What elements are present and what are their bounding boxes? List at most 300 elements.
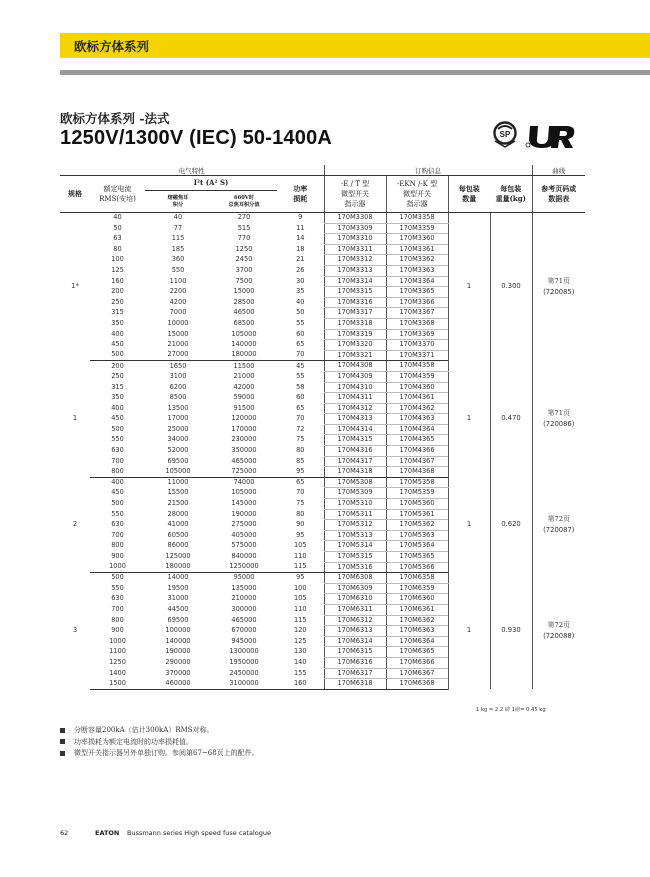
footnote: 微型开关指示器另外单独订购。参阅第67~68页上的配件。 xyxy=(60,748,259,760)
ekn-part-cell: 170M5365 xyxy=(386,552,448,563)
power-loss-cell: 105 xyxy=(293,541,307,550)
power-loss-cell: 72 xyxy=(296,424,305,433)
power-loss-cell: 110 xyxy=(293,604,307,613)
et-part-cell: 170M5314 xyxy=(324,541,386,552)
ekn-part-cell: 170M3363 xyxy=(386,265,448,276)
i2t-prearc-cell: 52000 xyxy=(167,446,189,455)
table-row xyxy=(60,213,585,224)
ekn-part-cell: 170M4367 xyxy=(386,456,448,467)
i2t-prearc-cell: 13500 xyxy=(167,403,189,412)
ekn-part-cell: 170M3364 xyxy=(386,276,448,287)
i2t-total-cell: 145000 xyxy=(231,499,257,508)
spec-table-body xyxy=(60,213,585,690)
i2t-total-cell: 770 xyxy=(237,234,251,243)
power-loss-cell: 155 xyxy=(293,668,307,677)
et-part-cell: 170M3313 xyxy=(324,265,386,276)
i2t-prearc-cell: 21500 xyxy=(167,499,189,508)
i2t-prearc-cell: 10000 xyxy=(167,318,189,327)
power-loss-cell: 115 xyxy=(293,615,307,624)
et-part-cell: 170M6311 xyxy=(324,604,386,615)
rated-current-cell: 1000 xyxy=(90,562,145,573)
i2t-prearc-cell: 34000 xyxy=(167,435,189,444)
power-loss-cell: 140 xyxy=(293,657,307,666)
power-loss-cell: 65 xyxy=(296,340,305,349)
i2t-prearc-cell: 8500 xyxy=(169,393,187,402)
ekn-part-cell: 170M4368 xyxy=(386,467,448,478)
ekn-part-cell: 170M4358 xyxy=(386,361,448,372)
power-loss-cell: 60 xyxy=(296,393,305,402)
i2t-prearc-cell: 185 xyxy=(171,244,185,253)
col-header-curve-ref: 参考页码或 数据表 xyxy=(532,176,585,213)
rated-current-cell: 630 xyxy=(111,594,124,603)
power-loss-cell: 115 xyxy=(277,562,324,573)
ekn-part-cell: 170M4362 xyxy=(386,403,448,414)
i2t-prearc-cell: 1650 xyxy=(169,361,187,370)
i2t-total-cell: 3700 xyxy=(235,265,253,274)
rated-current-cell: 250 xyxy=(111,371,124,380)
ekn-part-cell: 170M6366 xyxy=(386,657,448,668)
ekn-part-cell: 170M6363 xyxy=(386,626,448,637)
i2t-prearc-cell: 190000 xyxy=(165,647,191,656)
i2t-prearc-cell: 290000 xyxy=(165,657,191,666)
et-part-cell: 170M3308 xyxy=(324,213,386,224)
bullet-icon xyxy=(60,728,65,733)
i2t-prearc-cell: 19500 xyxy=(167,583,189,592)
power-loss-cell: 14 xyxy=(296,234,305,243)
power-loss-cell: 70 xyxy=(277,350,324,361)
rated-current-cell: 500 xyxy=(111,573,124,582)
i2t-total-cell: 300000 xyxy=(231,604,257,613)
size-cell: 1* xyxy=(71,282,79,291)
power-loss-cell: 70 xyxy=(296,414,305,423)
i2t-total-cell: 140000 xyxy=(231,340,257,349)
i2t-total-cell: 7500 xyxy=(235,276,253,285)
et-part-cell: 170M3314 xyxy=(324,276,386,287)
rated-current-cell: 200 xyxy=(111,287,124,296)
ekn-part-cell: 170M6365 xyxy=(386,647,448,658)
i2t-prearc-cell: 4200 xyxy=(169,297,187,306)
power-loss-cell: 21 xyxy=(296,255,305,264)
col-header-pack-weight: 每包装 重量(kg) xyxy=(490,176,532,213)
et-part-cell: 170M3315 xyxy=(324,287,386,298)
et-part-cell: 170M6310 xyxy=(324,594,386,605)
i2t-prearc-cell: 115 xyxy=(171,234,185,243)
et-part-cell: 170M3311 xyxy=(324,244,386,255)
et-part-cell: 170M6308 xyxy=(324,573,386,584)
rated-current-cell: 1500 xyxy=(90,679,145,690)
rated-current-cell: 800 xyxy=(111,615,124,624)
rated-current-cell: 500 xyxy=(90,350,145,361)
unit-conversion-note: 1 kg = 2.2 磅 1磅= 0.45 kg xyxy=(476,707,546,713)
power-loss-cell: 60 xyxy=(296,329,305,338)
i2t-prearc-cell: 86000 xyxy=(167,541,189,550)
et-part-cell: 170M3318 xyxy=(324,318,386,329)
pack-qty-cell: 1 xyxy=(448,213,490,361)
et-part-cell: 170M4311 xyxy=(324,393,386,404)
rated-current-cell: 450 xyxy=(111,488,124,497)
power-loss-cell: 130 xyxy=(293,647,307,656)
power-loss-cell: 80 xyxy=(296,446,305,455)
et-part-cell: 170M3312 xyxy=(324,255,386,266)
i2t-prearc-cell: 360 xyxy=(171,255,185,264)
rated-current-cell: 900 xyxy=(111,552,124,560)
power-loss-cell: 80 xyxy=(296,509,305,518)
power-loss-cell: 55 xyxy=(296,371,305,380)
et-part-cell: 170M6318 xyxy=(324,679,386,690)
ekn-part-cell: 170M4364 xyxy=(386,424,448,435)
et-part-cell: 170M4316 xyxy=(324,446,386,457)
power-loss-cell: 105 xyxy=(293,594,307,603)
ekn-part-cell: 170M5361 xyxy=(386,509,448,520)
i2t-total-cell: 74000 xyxy=(233,478,255,487)
rated-current-cell: 350 xyxy=(111,318,124,327)
i2t-total-cell: 170000 xyxy=(231,424,257,433)
rated-current-cell: 315 xyxy=(111,308,124,317)
i2t-total-cell: 275000 xyxy=(231,520,257,529)
power-loss-cell: 50 xyxy=(296,308,305,317)
et-part-cell: 170M3317 xyxy=(324,308,386,319)
ekn-part-cell: 170M3358 xyxy=(386,213,448,224)
power-loss-cell: 75 xyxy=(296,435,305,444)
et-part-cell: 170M4317 xyxy=(324,456,386,467)
i2t-prearc-cell: 40 xyxy=(173,213,183,222)
i2t-prearc-cell: 460000 xyxy=(145,679,211,690)
rated-current-cell: 50 xyxy=(113,223,122,232)
et-part-cell: 170M6316 xyxy=(324,657,386,668)
rated-current-cell: 200 xyxy=(111,361,124,370)
rated-current-cell: 500 xyxy=(111,499,124,508)
rated-current-cell: 700 xyxy=(111,604,124,613)
rated-current-cell: 700 xyxy=(111,530,124,539)
i2t-prearc-cell: 100000 xyxy=(165,626,191,635)
curve-ref-cell xyxy=(532,573,585,690)
i2t-total-cell: 725000 xyxy=(211,467,277,478)
i2t-total-cell: 11500 xyxy=(233,361,255,370)
i2t-prearc-cell: 14000 xyxy=(167,573,189,582)
rated-current-cell: 40 xyxy=(113,213,122,222)
et-part-cell: 170M5308 xyxy=(324,477,386,488)
i2t-total-cell: 515 xyxy=(237,223,251,232)
curve-datasheet-ref: (720088) xyxy=(543,631,575,640)
curve-page-ref: 第71页 xyxy=(547,276,570,285)
rated-current-cell: 450 xyxy=(111,414,124,423)
certification-logos xyxy=(488,120,588,150)
i2t-prearc-cell: 15000 xyxy=(167,329,189,338)
i2t-prearc-cell: 69500 xyxy=(167,615,189,624)
power-loss-cell: 85 xyxy=(296,456,305,465)
section-banner-title: 欧标方体系列 xyxy=(74,39,150,54)
et-part-cell: 170M3321 xyxy=(324,350,386,361)
size-cell: 2 xyxy=(72,520,78,529)
ekn-part-cell: 170M3362 xyxy=(386,255,448,266)
i2t-prearc-cell: 7000 xyxy=(169,308,187,317)
et-part-cell: 170M3316 xyxy=(324,297,386,308)
rated-current-cell: 63 xyxy=(113,234,122,243)
i2t-prearc-cell: 69500 xyxy=(167,456,189,465)
i2t-total-cell: 575000 xyxy=(231,541,257,550)
power-loss-cell: 95 xyxy=(296,530,305,539)
rated-current-cell: 400 xyxy=(111,329,124,338)
col-header-power-loss: 功率 损耗 xyxy=(277,176,324,213)
ekn-part-cell: 170M5358 xyxy=(386,477,448,488)
page-title: 1250V/1300V (IEC) 50-1400A xyxy=(60,127,333,149)
power-loss-cell: 160 xyxy=(277,679,324,690)
power-loss-cell: 9 xyxy=(298,213,303,222)
col-header-i2t: I²t (A² S) xyxy=(145,176,277,191)
et-part-cell: 170M6314 xyxy=(324,636,386,647)
i2t-total-cell: 15000 xyxy=(233,287,255,296)
ekn-part-cell: 170M4365 xyxy=(386,435,448,446)
col-header-i2t-prearc: 熔融焦耳 积分 xyxy=(145,191,211,213)
power-loss-cell: 18 xyxy=(296,244,305,253)
rated-current-cell: 800 xyxy=(111,541,124,550)
rated-current-cell: 900 xyxy=(111,626,124,635)
svg-text:SP: SP xyxy=(499,130,511,139)
curve-page-ref: 第72页 xyxy=(547,620,570,629)
i2t-total-cell: 135000 xyxy=(231,583,257,592)
footnote: 功率损耗为额定电流时的功率损耗值。 xyxy=(60,737,259,749)
pack-qty-cell: 1 xyxy=(448,477,490,572)
size-cell: 3 xyxy=(72,626,78,635)
curve-datasheet-ref: (720085) xyxy=(543,287,575,296)
i2t-total-cell: 465000 xyxy=(231,456,257,465)
pack-weight-cell: 0.930 xyxy=(490,573,532,690)
i2t-prearc-cell: 44500 xyxy=(167,604,189,613)
power-loss-cell: 110 xyxy=(293,552,307,560)
ekn-part-cell: 170M3359 xyxy=(386,223,448,234)
ekn-part-cell: 170M6358 xyxy=(386,573,448,584)
col-header-rated-current: 额定电流 RMS(安培) xyxy=(90,176,145,213)
i2t-total-cell: 28500 xyxy=(233,297,255,306)
et-part-cell: 170M6309 xyxy=(324,583,386,594)
power-loss-cell: 70 xyxy=(296,488,305,497)
ekn-part-cell: 170M5364 xyxy=(386,541,448,552)
pack-qty-cell: 1 xyxy=(448,361,490,478)
section-banner xyxy=(60,33,650,58)
curve-ref-cell xyxy=(532,361,585,478)
i2t-prearc-cell: 3100 xyxy=(169,371,187,380)
i2t-prearc-cell: 17000 xyxy=(167,414,189,423)
rated-current-cell: 250 xyxy=(111,297,124,306)
i2t-prearc-cell: 1100 xyxy=(169,276,187,285)
et-part-cell: 170M5313 xyxy=(324,530,386,541)
i2t-prearc-cell: 6200 xyxy=(169,382,187,391)
ekn-part-cell: 170M4366 xyxy=(386,446,448,457)
group-header-curve: 曲线 xyxy=(532,165,585,176)
i2t-total-cell: 180000 xyxy=(211,350,277,361)
et-part-cell: 170M3310 xyxy=(324,234,386,245)
rated-current-cell: 125 xyxy=(111,265,124,274)
pack-weight-cell: 0.620 xyxy=(490,477,532,572)
i2t-prearc-cell: 2200 xyxy=(169,287,187,296)
power-loss-cell: 40 xyxy=(296,297,305,306)
fuse-spec-table xyxy=(60,165,585,690)
et-part-cell: 170M4310 xyxy=(324,382,386,393)
power-loss-cell: 26 xyxy=(296,265,305,274)
power-loss-cell: 55 xyxy=(296,318,305,327)
ekn-part-cell: 170M3371 xyxy=(386,350,448,361)
ekn-part-cell: 170M3360 xyxy=(386,234,448,245)
ekn-part-cell: 170M6361 xyxy=(386,604,448,615)
i2t-total-cell: 210000 xyxy=(231,594,257,603)
footnotes xyxy=(60,725,259,760)
et-part-cell: 170M6317 xyxy=(324,668,386,679)
i2t-prearc-cell: 77 xyxy=(173,223,183,232)
i2t-total-cell: 59000 xyxy=(233,393,255,402)
power-loss-cell: 65 xyxy=(296,478,305,487)
i2t-prearc-cell: 28000 xyxy=(167,509,189,518)
ekn-part-cell: 170M5360 xyxy=(386,499,448,510)
i2t-prearc-cell: 15500 xyxy=(167,488,189,497)
i2t-total-cell: 840000 xyxy=(231,552,257,560)
ekn-part-cell: 170M4363 xyxy=(386,414,448,425)
i2t-prearc-cell: 21000 xyxy=(167,340,189,349)
i2t-total-cell: 46500 xyxy=(233,308,255,317)
rated-current-cell: 160 xyxy=(111,276,124,285)
i2t-prearc-cell: 550 xyxy=(171,265,185,274)
et-part-cell: 170M3320 xyxy=(324,340,386,351)
i2t-prearc-cell: 140000 xyxy=(165,636,191,645)
rated-current-cell: 400 xyxy=(111,403,124,412)
table-row xyxy=(60,573,585,584)
power-loss-cell: 120 xyxy=(293,626,307,635)
bullet-icon xyxy=(60,751,65,756)
i2t-total-cell: 95000 xyxy=(233,573,255,582)
et-part-cell: 170M4312 xyxy=(324,403,386,414)
size-cell: 1 xyxy=(72,414,78,423)
curve-ref-cell xyxy=(532,477,585,572)
et-part-cell: 170M3319 xyxy=(324,329,386,340)
csa-logo xyxy=(495,123,516,148)
i2t-prearc-cell: 60500 xyxy=(167,530,189,539)
i2t-total-cell: 1950000 xyxy=(229,657,259,666)
curve-page-ref: 第72页 xyxy=(547,515,570,524)
col-header-i2t-total: 660V时 总焦耳积分值 xyxy=(211,191,277,213)
et-part-cell: 170M4315 xyxy=(324,435,386,446)
rated-current-cell: 450 xyxy=(111,340,124,349)
et-part-cell: 170M5311 xyxy=(324,509,386,520)
et-part-cell: 170M6313 xyxy=(324,626,386,637)
et-part-cell: 170M5316 xyxy=(324,562,386,573)
group-header-electrical: 电气特性 xyxy=(60,165,324,176)
i2t-total-cell: 3100000 xyxy=(211,679,277,690)
i2t-total-cell: 120000 xyxy=(231,414,257,423)
power-loss-cell: 95 xyxy=(277,467,324,478)
power-loss-cell: 125 xyxy=(293,636,307,645)
footer-brand: EATON xyxy=(95,829,120,837)
i2t-total-cell: 1250000 xyxy=(211,562,277,573)
et-part-cell: 170M4318 xyxy=(324,467,386,478)
i2t-total-cell: 105000 xyxy=(231,329,257,338)
et-part-cell: 170M5312 xyxy=(324,520,386,531)
ekn-part-cell: 170M6362 xyxy=(386,615,448,626)
i2t-total-cell: 465000 xyxy=(231,615,257,624)
page-subtitle: 欧标方体系列 -法式 xyxy=(60,111,170,126)
power-loss-cell: 65 xyxy=(296,403,305,412)
ekn-part-cell: 170M4360 xyxy=(386,382,448,393)
ekn-part-cell: 170M5366 xyxy=(386,562,448,573)
table-row xyxy=(60,477,585,488)
i2t-total-cell: 1250 xyxy=(235,244,253,253)
rated-current-cell: 630 xyxy=(111,520,124,529)
col-header-et-indicator: -E / T 型 微型开关 指示器 xyxy=(324,176,386,213)
rated-current-cell: 550 xyxy=(111,435,124,444)
ekn-part-cell: 170M5359 xyxy=(386,488,448,499)
rated-current-cell: 1100 xyxy=(109,647,126,656)
i2t-total-cell: 945000 xyxy=(231,636,257,645)
curve-ref-cell xyxy=(532,213,585,361)
i2t-prearc-cell: 27000 xyxy=(145,350,211,361)
i2t-prearc-cell: 180000 xyxy=(145,562,211,573)
footer-catalogue: Bussmann series High speed fuse catalogue xyxy=(127,829,271,837)
ekn-part-cell: 170M6367 xyxy=(386,668,448,679)
curve-datasheet-ref: (720086) xyxy=(543,420,575,429)
i2t-total-cell: 105000 xyxy=(231,488,257,497)
i2t-total-cell: 68500 xyxy=(233,318,255,327)
i2t-total-cell: 405000 xyxy=(231,530,257,539)
curve-datasheet-ref: (720087) xyxy=(543,526,575,535)
i2t-total-cell: 350000 xyxy=(231,446,257,455)
power-loss-cell: 35 xyxy=(296,287,305,296)
rated-current-cell: 400 xyxy=(111,478,124,487)
power-loss-cell: 45 xyxy=(296,361,305,370)
i2t-prearc-cell: 31000 xyxy=(167,594,189,603)
ekn-part-cell: 170M3368 xyxy=(386,318,448,329)
power-loss-cell: 11 xyxy=(296,223,305,232)
pack-qty-cell: 1 xyxy=(448,573,490,690)
et-part-cell: 170M6312 xyxy=(324,615,386,626)
i2t-prearc-cell: 25000 xyxy=(167,424,189,433)
rated-current-cell: 630 xyxy=(111,446,124,455)
ekn-part-cell: 170M3361 xyxy=(386,244,448,255)
ekn-part-cell: 170M3369 xyxy=(386,329,448,340)
curve-page-ref: 第71页 xyxy=(547,409,570,418)
ekn-part-cell: 170M3365 xyxy=(386,287,448,298)
ekn-part-cell: 170M6359 xyxy=(386,583,448,594)
i2t-total-cell: 270 xyxy=(237,213,251,222)
i2t-prearc-cell: 125000 xyxy=(165,552,191,560)
power-loss-cell: 100 xyxy=(293,583,307,592)
i2t-prearc-cell: 11000 xyxy=(167,478,189,487)
col-header-pack-qty: 每包装 数量 xyxy=(448,176,490,213)
page-number: 62 xyxy=(60,829,69,837)
i2t-prearc-cell: 370000 xyxy=(165,668,191,677)
ekn-part-cell: 170M5363 xyxy=(386,530,448,541)
rated-current-cell: 1400 xyxy=(109,668,126,677)
footnote: 分断容量200kA（估计300kA）RMS对称。 xyxy=(60,725,259,737)
rated-current-cell: 500 xyxy=(111,424,124,433)
power-loss-cell: 90 xyxy=(296,520,305,529)
i2t-prearc-cell: 105000 xyxy=(145,467,211,478)
ekn-part-cell: 170M5362 xyxy=(386,520,448,531)
rated-current-cell: 550 xyxy=(111,509,124,518)
i2t-total-cell: 2450000 xyxy=(229,668,259,677)
et-part-cell: 170M3309 xyxy=(324,223,386,234)
ur-logo xyxy=(526,126,574,148)
rated-current-cell: 350 xyxy=(111,393,124,402)
rated-current-cell: 80 xyxy=(113,244,122,253)
i2t-total-cell: 21000 xyxy=(233,371,255,380)
pack-weight-cell: 0.470 xyxy=(490,361,532,478)
rated-current-cell: 800 xyxy=(90,467,145,478)
ekn-part-cell: 170M6364 xyxy=(386,636,448,647)
et-part-cell: 170M4308 xyxy=(324,361,386,372)
col-header-spec: 规格 xyxy=(60,176,90,213)
i2t-total-cell: 91500 xyxy=(233,403,255,412)
header-divider xyxy=(60,70,650,75)
ekn-part-cell: 170M3367 xyxy=(386,308,448,319)
rated-current-cell: 100 xyxy=(111,255,124,264)
